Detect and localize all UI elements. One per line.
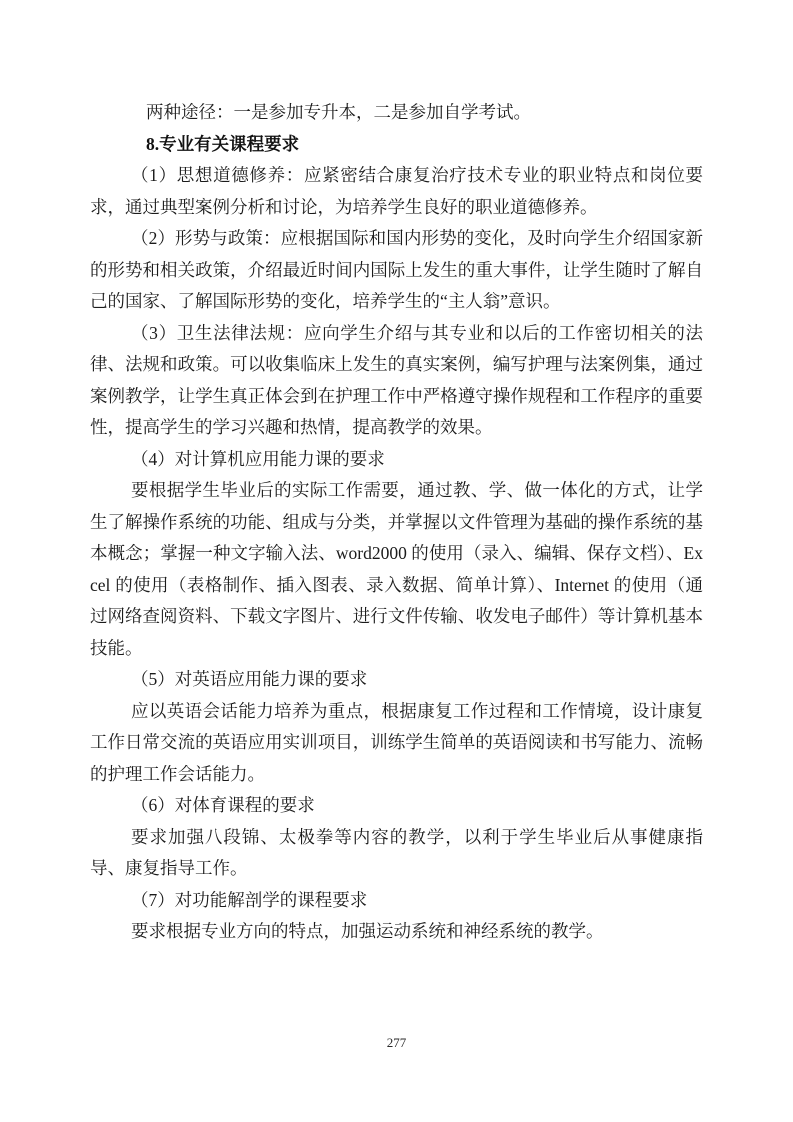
paragraph-item-3: （3）卫生法律法规：应向学生介绍与其专业和以后的工作密切相关的法律、法规和政策。可以收集临床上发生的真实案例，编写护理与法案例集，通过案例教学，让学生真正体会到在护理工作中严格遵守操作规程和工作程序的重要性，提高学生的学习兴趣和热情，提高教学的效果。 [90, 322, 703, 437]
section-heading: 8.专业有关课程要求 [146, 133, 300, 154]
paragraph-item-6-title: （6）对体育课程的要求 [131, 795, 315, 815]
paragraph-item-7-title: （7）对功能解剖学的课程要求 [131, 889, 368, 910]
paragraph-item-6-body: 要求加强八段锦、太极拳等内容的教学，以利于学生毕业后从事健康指导、康复指导工作。 [90, 826, 703, 878]
paragraph-item-5-title: （5）对英语应用能力课的要求 [131, 669, 368, 689]
document-body [90, 97, 703, 948]
paragraph-intro: 两种途径：一是参加专升本，二是参加自学考试。 [146, 102, 531, 122]
page-number: 277 [386, 1035, 407, 1050]
paragraph-item-1: （1）思想道德修养：应紧密结合康复治疗技术专业的职业特点和岗位要求，通过典型案例分析和讨论，为培养学生良好的职业道德修养。 [90, 165, 703, 217]
paragraph-item-5-body: 应以英语会话能力培养为重点，根据康复工作过程和工作情境，设计康复工作日常交流的英语应用实训项目，训练学生简单的英语阅读和书写能力、流畅的护理工作会话能力。 [90, 700, 703, 784]
paragraph-item-4-body: 要根据学生毕业后的实际工作需要，通过教、学、做一体化的方式，让学生了解操作系统的功能、组成与分类，并掌握以文件管理为基础的操作系统的基本概念；掌握一种文字输入法、word2000 的使用（录入、编辑、保存文档）、Excel 的使用（表格制作、插入图表、录入数据、简单计算）、Internet 的使用（通过网络查阅资料、下载文字图片、进行文件传输、收发电子邮件）等计算机基本技能。 [90, 480, 703, 658]
paragraph-item-7-body: 要求根据专业方向的特点，加强运动系统和神经系统的教学。 [131, 921, 604, 941]
paragraph-item-2: （2）形势与政策：应根据国际和国内形势的变化，及时向学生介绍国家新的形势和相关政策，介绍最近时间内国际上发生的重大事件，让学生随时了解自己的国家、了解国际形势的变化，培养学生的“主人翁”意识。 [90, 228, 703, 311]
paragraph-item-4-title: （4）对计算机应用能力课的要求 [131, 448, 385, 469]
